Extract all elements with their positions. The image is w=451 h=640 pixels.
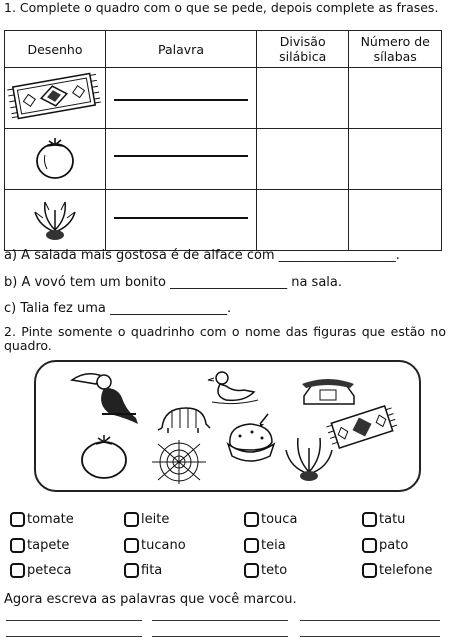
final-instruction: Agora escreva as palavras que você marcou. [4, 592, 297, 607]
option-peteca[interactable]: peteca [10, 563, 71, 578]
bread-icon [222, 410, 282, 468]
word-cell[interactable] [106, 68, 257, 129]
tomato-icon [5, 129, 103, 185]
option-tomate[interactable]: tomate [10, 512, 74, 527]
table-row [5, 68, 442, 129]
answer-line[interactable] [152, 636, 288, 637]
header-numero-silabas: Número de sílabas [349, 31, 442, 68]
header-desenho: Desenho [5, 31, 106, 68]
option-fita[interactable]: fita [124, 563, 162, 578]
checkbox[interactable] [244, 538, 259, 553]
option-pato[interactable]: pato [362, 538, 408, 553]
picture-cell [5, 190, 106, 251]
spider-web-icon [144, 438, 214, 486]
checkbox[interactable] [10, 538, 25, 553]
armadillo-icon [154, 400, 214, 436]
syllable-division-cell[interactable] [257, 129, 349, 190]
word-table [4, 30, 442, 251]
carpet-icon [5, 68, 103, 124]
answer-line[interactable] [152, 620, 288, 621]
checkbox[interactable] [362, 563, 377, 578]
checkbox[interactable] [124, 512, 139, 527]
picture-cell [5, 129, 106, 190]
lettuce-icon [5, 190, 103, 246]
sentence-b[interactable]: b) A vovó tem um bonito __________________ na sala. [4, 275, 342, 290]
syllable-count-cell[interactable] [349, 68, 442, 129]
lettuce-icon [282, 430, 336, 482]
table-row [5, 190, 442, 251]
option-tatu[interactable]: tatu [362, 512, 405, 527]
answer-line[interactable] [6, 620, 142, 621]
table-row [5, 129, 442, 190]
checkbox[interactable] [244, 563, 259, 578]
checkbox[interactable] [124, 563, 139, 578]
answer-line[interactable] [300, 620, 440, 621]
syllable-division-cell[interactable] [257, 190, 349, 251]
header-palavra: Palavra [106, 31, 257, 68]
toucan-icon [66, 368, 146, 426]
header-divisao-silabica: Divisão silábica [257, 31, 349, 68]
answer-line[interactable] [6, 636, 142, 637]
sentence-c[interactable]: c) Talia fez uma __________________. [4, 301, 232, 316]
option-touca[interactable]: touca [244, 512, 297, 527]
syllable-division-cell[interactable] [257, 68, 349, 129]
option-leite[interactable]: leite [124, 512, 169, 527]
checkbox[interactable] [362, 512, 377, 527]
option-telefone[interactable]: telefone [362, 563, 432, 578]
syllable-count-cell[interactable] [349, 129, 442, 190]
option-tapete[interactable]: tapete [10, 538, 69, 553]
checkbox[interactable] [10, 512, 25, 527]
checkbox[interactable] [362, 538, 377, 553]
tomato-icon [76, 432, 132, 482]
checkbox[interactable] [244, 512, 259, 527]
question-1-instruction: 1. Complete o quadro com o que se pede, depois complete as frases. [4, 0, 439, 15]
syllable-count-cell[interactable] [349, 190, 442, 251]
sentence-a[interactable]: a) A salada mais gostosa é de alface com __________________. [4, 248, 400, 263]
question-2-instruction: 2. Pinte somente o quadrinho com o nome das figuras que estão no quadro. [4, 324, 446, 353]
checkbox[interactable] [124, 538, 139, 553]
option-teto[interactable]: teto [244, 563, 287, 578]
word-cell[interactable] [106, 129, 257, 190]
checkbox[interactable] [10, 563, 25, 578]
picture-cell [5, 68, 106, 129]
option-tucano[interactable]: tucano [124, 538, 186, 553]
figures-box [34, 360, 421, 492]
word-cell[interactable] [106, 190, 257, 251]
answer-line[interactable] [300, 636, 440, 637]
option-teia[interactable]: teia [244, 538, 286, 553]
